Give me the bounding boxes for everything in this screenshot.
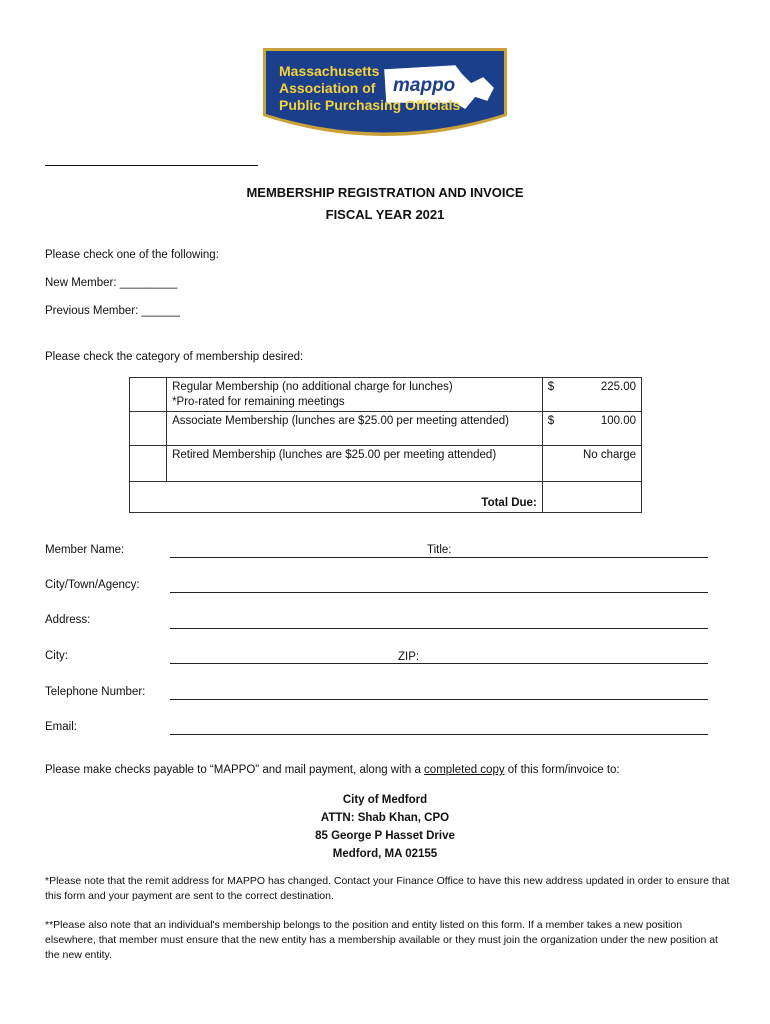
regular-amount-cell [542,378,641,412]
associate-price: 100.00 [600,415,636,427]
remit-address-line: City of Medford [342,794,428,806]
retired-checkbox[interactable] [130,446,167,482]
logo-line-1: Massachusetts [279,63,380,79]
mappo-logo [257,44,513,142]
remit-address-line: Medford, MA 02155 [332,848,438,860]
remit-address-line: 85 George P Hasset Drive [315,830,455,842]
regular-price: 225.00 [600,381,636,393]
member-name-label: Member Name: [45,544,125,556]
total-due-field[interactable] [542,482,641,513]
title-label: Title: [427,544,452,556]
membership-table [129,377,642,513]
payment-text-before: Please make checks payable to “MAPPO” and mail payment, along with a [45,764,425,776]
category-prompt: Please check the category of membership desired: [45,351,304,363]
table-row [130,446,642,482]
remit-address-line: ATTN: Shab Khan, CPO [320,812,450,824]
regular-checkbox[interactable] [130,378,167,412]
retired-amount-cell [542,446,641,482]
logo-line-3: Public Purchasing Officials [279,97,461,113]
associate-amount-cell [542,412,641,446]
page-subtitle: FISCAL YEAR 2021 [325,207,445,222]
previous-member-field[interactable]: Previous Member: ______ [45,305,180,317]
payment-text-after: of this form/invoice to: [504,764,620,776]
regular-label: Regular Membership (no additional charge for lunches) [172,381,453,393]
email-label: Email: [45,721,77,733]
membership-position-note: **Please also note that an individual's membership belongs to the position and entity listed on this form. If a member takes a new position elsewhere, that member must ensure that the new entity has a membership available or they must join the organization under the new position at the new entity. [45,919,718,961]
prorated-note: *Pro-rated for remaining meetings [172,396,345,408]
agency-label: City/Town/Agency: [45,579,140,591]
total-label-cell [130,482,543,513]
total-due-label: Total Due: [481,497,537,509]
payment-instructions [45,763,620,778]
email-input[interactable] [170,734,708,735]
associate-label: Associate Membership (lunches are $25.00 per meeting attended) [172,415,509,427]
currency-symbol: $ [547,381,555,393]
table-row [130,412,642,446]
agency-input[interactable] [170,592,708,593]
city-input[interactable] [170,663,708,664]
regular-description [167,378,543,412]
logo-line-2: Association of [279,80,376,96]
associate-description [167,412,543,446]
remit-address [0,791,770,863]
top-divider [45,165,258,166]
logo-wordmark: mappo [393,75,456,96]
table-row [130,378,642,412]
page-title: MEMBERSHIP REGISTRATION AND INVOICE [246,185,524,200]
telephone-label: Telephone Number: [45,686,146,698]
status-prompt: Please check one of the following: [45,249,219,261]
associate-checkbox[interactable] [130,412,167,446]
new-member-field[interactable]: New Member: _________ [45,277,178,289]
remit-change-note: *Please note that the remit address for MAPPO has changed. Contact your Finance Office to have this new address updated in order to ensure that this form and your payment are sent to the correct destination. [45,875,730,902]
retired-label: Retired Membership (lunches are $25.00 per meeting attended) [172,449,497,461]
address-input[interactable] [170,628,708,629]
retired-price: No charge [582,449,636,461]
total-row [130,482,642,513]
currency-symbol: $ [547,415,555,427]
city-label: City: [45,650,68,662]
completed-copy-text: completed copy [424,764,505,776]
telephone-input[interactable] [170,699,708,700]
retired-description [167,446,543,482]
zip-label: ZIP: [398,651,420,663]
address-label: Address: [45,614,91,626]
